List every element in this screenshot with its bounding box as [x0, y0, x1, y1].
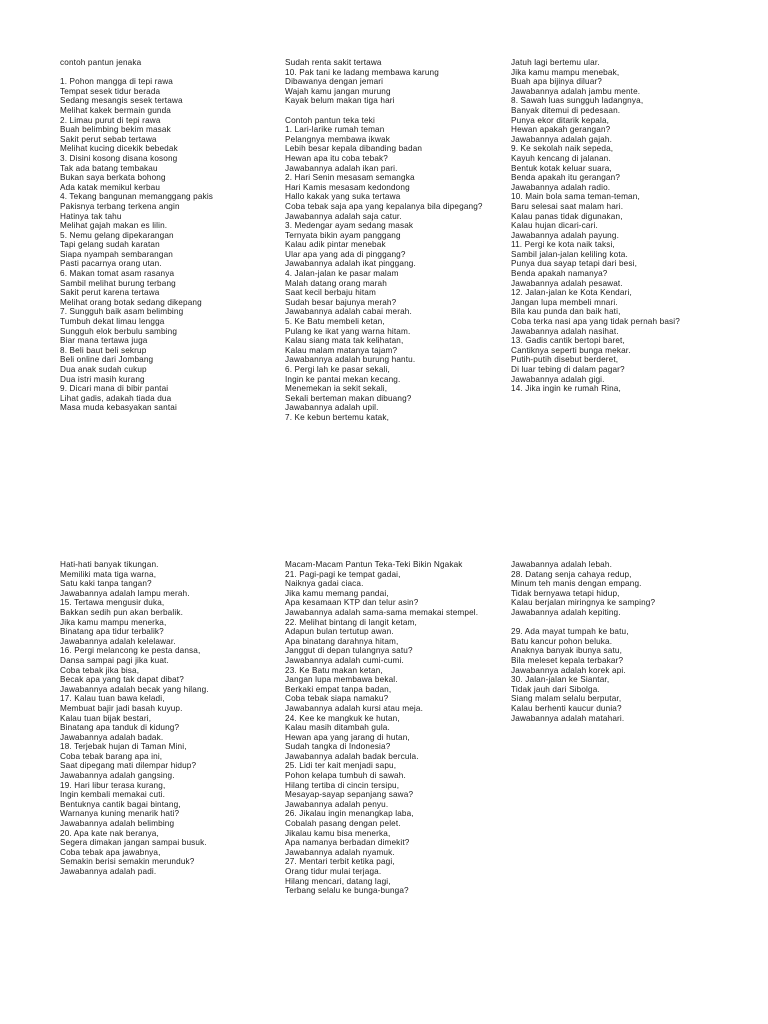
- text-line: Jawabannya adalah belimbing: [60, 819, 175, 829]
- text-line: Masa muda kebasyakan santai: [60, 403, 177, 413]
- text-line: Hatinya tak tahu: [60, 211, 122, 221]
- text-line: Jika kamu mampu menebak,: [511, 67, 620, 77]
- text-line: 12. Jalan-jalan ke Kota Kendari,: [511, 288, 632, 298]
- text-line: Sudah renta sakit tertawa: [285, 58, 382, 67]
- text-line: [285, 106, 483, 116]
- text-line: Buah apa bijinya diluar?: [511, 77, 602, 87]
- text-line: Lebih besar kepala dibanding badan: [285, 144, 423, 154]
- text-line: Jawabannya adalah pesawat.: [511, 278, 623, 288]
- text-line: Naiknya gadai ciaca.: [285, 579, 364, 589]
- text-line: 22. Melihat bintang di langit ketam,: [285, 617, 417, 627]
- text-line: Sambil jalan-jalan keliling kota.: [511, 249, 628, 259]
- text-column-4: [60, 560, 209, 877]
- text-line: Segera dimakan jangan sampai busuk.: [60, 838, 207, 848]
- text-line: Coba tebak apa jawabnya,: [60, 847, 161, 857]
- text-line: Pelangnya membawa ikwak: [285, 134, 390, 144]
- text-line: Bakkan sedih pun akan berbalik.: [60, 607, 183, 617]
- text-line: Becak apa yang tak dapat dibat?: [60, 675, 184, 685]
- text-line: Sudah besar bajunya merah?: [285, 297, 397, 307]
- text-line: Batu kancur pohon beluka.: [511, 636, 613, 646]
- text-line: Hilang mencari, datang lagi,: [285, 876, 391, 886]
- text-line: Berkaki empat tanpa badan,: [285, 684, 392, 694]
- text-column-5: [285, 560, 478, 896]
- text-line: Benda apakah namanya?: [511, 269, 608, 279]
- text-line: Jawabannya adalah kursi atau meja.: [285, 703, 424, 713]
- text-line: Anaknya banyak ibunya satu,: [511, 646, 623, 656]
- text-line: 8. Beli baut beli sekrup: [60, 345, 147, 355]
- text-line: Bentuk kotak keluar suara,: [511, 163, 612, 173]
- text-line: Melihat kakek bermain gunda: [60, 105, 172, 115]
- text-line: Jawabannya adalah badak bercula.: [285, 751, 419, 761]
- text-line: Jawabannya adalah nasihat.: [511, 326, 619, 336]
- text-line: Jawabannya adalah padi.: [60, 867, 157, 876]
- text-line: Jawabannya adalah payung.: [511, 230, 619, 240]
- text-line: 11. Pergi ke kota naik taksi,: [511, 240, 615, 250]
- text-line: Putih-putih disebut berderet,: [511, 355, 619, 365]
- text-line: Jawabannya adalah cumi-cumi.: [285, 655, 404, 665]
- text-line: Tumbuh dekat limau lengga: [60, 317, 165, 327]
- text-line: Dansa sampai pagi jika kuat.: [60, 655, 169, 665]
- text-line: 5. Ke Batu membeli ketan,: [285, 317, 385, 327]
- text-column-1: [60, 58, 213, 413]
- text-line: Contoh pantun teka teki: [285, 115, 375, 125]
- text-line: Coba tebak jika bisa,: [60, 665, 140, 675]
- text-line: Adapun bulan tertutup awan.: [285, 627, 394, 637]
- text-line: Bila meleset kepala terbakar?: [511, 655, 624, 665]
- text-line: Binatang apa tanduk di kidung?: [60, 723, 180, 733]
- text-line: Mesayap-sayap sepanjang sawa?: [285, 790, 414, 800]
- text-line: Pasti pacarnya orang utan.: [60, 259, 162, 269]
- text-line: Tidak bernyawa tetapi hidup,: [511, 588, 620, 598]
- text-line: Kalau berhenti kaucur dunia?: [511, 703, 622, 713]
- text-line: Sedang mesangis sesek tertawa: [60, 96, 183, 106]
- text-line: Coba tebak barang apa ini,: [60, 751, 163, 761]
- text-line: Saat dipegang mati dilempar hidup?: [60, 761, 197, 771]
- text-line: Jawabannya adalah saja catur.: [285, 211, 402, 221]
- text-line: Menemekan ia sekit sekali,: [285, 384, 388, 394]
- text-line: Hewan apakah gerangan?: [511, 125, 611, 135]
- text-line: Sakit perut karena tertawa: [60, 288, 160, 298]
- text-column-2: [285, 58, 483, 423]
- text-line: Di luar tebing di dalam pagar?: [511, 365, 625, 374]
- text-line: Cobalah pasang dengan pelet.: [285, 819, 401, 829]
- text-line: Jawabannya adalah badak.: [60, 732, 164, 742]
- text-line: Saat kecil berbaju hitam: [285, 288, 376, 298]
- text-line: 8. Sawah luas sungguh ladangnya,: [511, 96, 644, 106]
- text-column-3: [511, 58, 680, 394]
- text-line: Jawabannya adalah gigi.: [511, 374, 605, 384]
- text-line: 14. Jika ingin ke rumah Rina,: [511, 384, 621, 394]
- text-line: contoh pantun jenaka: [60, 58, 142, 67]
- text-line: Ada katak memikul kerbau: [60, 182, 161, 192]
- text-line: Kalau siang mata tak kelihatan,: [285, 336, 404, 346]
- text-line: Melihat gajah makan es lilin.: [60, 221, 168, 231]
- text-line: Buah belimbing bekim masak: [60, 125, 171, 135]
- text-line: Hilang tertiba di cincin tersipu,: [285, 780, 400, 790]
- text-line: Ingin ke pantai mekan kecang.: [285, 374, 401, 384]
- text-line: 10. Pak tani ke ladang membawa karung: [285, 67, 439, 77]
- text-line: Ular apa yang ada di pinggang?: [285, 249, 406, 259]
- text-line: Siang malam selalu berputar,: [511, 694, 622, 704]
- text-line: 9. Ke sekolah naik sepeda,: [511, 144, 614, 154]
- text-line: Lihat gadis, adakah tiada dua: [60, 393, 172, 403]
- text-line: Jawabannya adalah nyamuk.: [285, 847, 395, 857]
- text-line: [60, 68, 213, 78]
- text-line: Hati-hati banyak tikungan.: [60, 560, 159, 569]
- text-line: 2. Limau purut di tepi rawa: [60, 115, 161, 125]
- text-line: 6. Makan tomat asam rasanya: [60, 269, 175, 279]
- text-line: Pulang ke ikat yang warna hitam.: [285, 326, 411, 336]
- text-line: Melihat orang botak sedang dikepang: [60, 297, 202, 307]
- text-line: 30. Jalan-jalan ke Siantar,: [511, 675, 610, 685]
- text-line: 1. Pohon mangga di tepi rawa: [60, 77, 173, 87]
- text-line: 27. Mentari terbit ketika pagi,: [285, 857, 395, 867]
- text-line: Jikalau kamu bisa menerka,: [285, 828, 391, 838]
- text-line: Jawabannya adalah kepiting.: [511, 607, 621, 617]
- text-line: 10. Main bola sama teman-teman,: [511, 192, 640, 202]
- text-line: Jawabannya adalah upil.: [285, 403, 379, 413]
- text-line: Apa kesamaan KTP dan telur asin?: [285, 598, 419, 608]
- text-line: Punya dua sayap tetapi dari besi,: [511, 259, 638, 269]
- text-line: Janggut di depan tulangnya satu?: [285, 646, 413, 656]
- text-line: Tempat sesek tidur berada: [60, 86, 161, 96]
- text-line: 6. Pergi lah ke pasar sekali,: [285, 365, 390, 374]
- text-line: Hewan apa yang jarang di hutan,: [285, 732, 410, 742]
- text-line: Memiliki mata tiga warna,: [60, 569, 157, 579]
- text-line: Kalau masih ditambah gula.: [285, 723, 390, 733]
- text-line: Jawabannya adalah lampu merah.: [60, 588, 190, 598]
- text-line: Pohon kelapa tumbuh di sawah.: [285, 771, 406, 781]
- text-line: 18. Terjebak hujan di Taman Mini,: [60, 742, 187, 752]
- text-line: Sungguh elok berbulu sambing: [60, 326, 178, 336]
- text-line: Punya ekor ditarik kepala,: [511, 115, 610, 125]
- text-line: Hewan apa itu coba tebak?: [285, 153, 388, 163]
- text-line: Binatang apa tidur terbalik?: [60, 627, 164, 637]
- text-line: 3. Medengar ayam sedang masak: [285, 221, 414, 231]
- text-line: 29. Ada mayat tumpah ke batu,: [511, 627, 629, 637]
- text-line: Jangan lupa membawa bekal.: [285, 675, 398, 685]
- text-line: Tapi gelang sudah karatan: [60, 240, 160, 250]
- text-line: Coba terka nasi apa yang tidak pernah basi?: [511, 317, 680, 327]
- text-line: 16. Pergi melancong ke pesta dansa,: [60, 646, 201, 656]
- text-line: Jawabannya adalah ikat pinggang.: [285, 259, 416, 269]
- text-line: Pakisnya terbang terkena angin: [60, 201, 180, 211]
- text-line: Jawabannya adalah korek api.: [511, 665, 626, 675]
- text-line: 5. Nemu gelang dipekarangan: [60, 230, 174, 240]
- text-line: 26. Jikalau ingin menangkap laba,: [285, 809, 414, 819]
- text-line: Benda apakah itu gerangan?: [511, 173, 621, 183]
- text-line: Kayuh kencang di jalanan.: [511, 153, 611, 163]
- text-line: Jawabannya adalah lebah.: [511, 560, 613, 569]
- text-line: Jatuh lagi bertemu ular.: [511, 58, 600, 67]
- text-line: Siapa nyampah sembarangan: [60, 249, 173, 259]
- text-line: Ingin kembali memakai cuti.: [60, 790, 166, 800]
- text-line: Cantiknya seperti bunga mekar.: [511, 345, 631, 355]
- text-line: Hallo kakak yang suka tertawa: [285, 192, 401, 202]
- text-column-6: [511, 560, 655, 723]
- text-line: Wajah kamu jangan murung: [285, 86, 391, 96]
- text-line: Sakit perut sebab tertawa: [60, 134, 157, 144]
- text-line: 20. Apa kate nak beranya,: [60, 828, 159, 838]
- text-line: [511, 618, 655, 628]
- text-line: Terbang selalu ke bunga-bunga?: [285, 886, 409, 896]
- text-line: 24. Kee ke mangkuk ke hutan,: [285, 713, 400, 723]
- text-line: Jawabannya adalah sama-sama memakai stempel.: [285, 607, 479, 617]
- text-line: 4. Tekang bangunan memanggang pakis: [60, 192, 214, 202]
- text-line: Warnanya kuning menarik hati?: [60, 809, 180, 819]
- text-line: Kalau adik pintar menebak: [285, 240, 386, 250]
- text-line: 3. Disini kosong disana kosong: [60, 153, 178, 163]
- text-line: 19. Hari libur terasa kurang,: [60, 780, 166, 790]
- text-line: Hari Kamis mesasam kedondong: [285, 182, 410, 192]
- text-line: Jawabannya adalah becak yang hilang.: [60, 684, 209, 694]
- text-line: Minum teh manis dengan empang.: [511, 579, 642, 589]
- text-line: Tak ada batang tembakau: [60, 163, 158, 173]
- text-line: Kalau malam matanya tajam?: [285, 345, 398, 355]
- text-line: Biar mana tertawa juga: [60, 336, 148, 346]
- text-line: Semakin berisi semakin merunduk?: [60, 857, 195, 867]
- text-line: Jawabannya adalah ikan pari.: [285, 163, 398, 173]
- text-line: 2. Hari Senin mesasam semangka: [285, 173, 415, 183]
- text-line: Sekali berteman makan dibuang?: [285, 393, 412, 403]
- text-line: Apa binatang darahnya hitam,: [285, 636, 399, 646]
- text-line: Kalau berjalan miringnya ke samping?: [511, 598, 656, 608]
- text-line: Dibawanya dengan jemari: [285, 77, 384, 87]
- text-line: Bukan saya berkata bohong: [60, 173, 166, 183]
- text-line: Jawabannya adalah matahari.: [511, 713, 625, 723]
- text-line: Kalau panas tidak digunakan,: [511, 211, 623, 221]
- text-line: Dua istri masih kurang: [60, 374, 145, 384]
- text-line: Baru selesai saat malam hari.: [511, 201, 624, 211]
- text-line: 17. Kalau tuan bawa keladi,: [60, 694, 165, 704]
- text-line: Tidak jauh dari Sibolga.: [511, 684, 600, 694]
- text-line: Apa namanya berbadan dimekit?: [285, 838, 410, 848]
- text-line: 15. Tertawa mengusir duka,: [60, 598, 165, 608]
- text-line: 13. Gadis cantik bertopi baret,: [511, 336, 625, 346]
- text-line: 28. Datang senja cahaya redup,: [511, 569, 632, 579]
- text-line: Melihat kucing dicekik bebedak: [60, 144, 178, 154]
- text-line: Jangan lupa membeli mnari.: [511, 297, 618, 307]
- text-line: Jawabannya adalah gajah.: [511, 134, 613, 144]
- text-line: Jika kamu memang pandai,: [285, 588, 389, 598]
- text-line: Kalau tuan bijak bestari,: [60, 713, 152, 723]
- text-line: Macam-Macam Pantun Teka-Teki Bikin Ngakak: [285, 560, 463, 569]
- text-line: 21. Pagi-pagi ke tempat gadai,: [285, 569, 401, 579]
- text-line: Dua anak sudah cukup: [60, 365, 147, 374]
- text-line: Jawabannya adalah radio.: [511, 182, 611, 192]
- text-line: Jawabannya adalah kelelawar.: [60, 636, 176, 646]
- text-line: 4. Jalan-jalan ke pasar malam: [285, 269, 399, 279]
- text-line: 25. Lidi ter kait menjadi sapu,: [285, 761, 397, 771]
- text-line: Malah datang orang marah: [285, 278, 387, 288]
- text-line: Beli online dari Jombang: [60, 355, 154, 365]
- text-line: Ternyata bikin ayam panggang: [285, 230, 401, 240]
- text-line: Bentuknya cantik bagai bintang,: [60, 799, 181, 809]
- text-line: Satu kaki tanpa tangan?: [60, 579, 152, 589]
- text-line: Coba tebak siapa namaku?: [285, 694, 389, 704]
- text-line: Kalau hujan dicari-cari.: [511, 221, 598, 231]
- text-line: Sudah tangka di Indonesia?: [285, 742, 391, 752]
- text-line: Jawabannya adalah jambu mente.: [511, 86, 641, 96]
- text-line: 23. Ke Batu makan ketan,: [285, 665, 383, 675]
- text-line: Membuat bajir jadi basah kuyup.: [60, 703, 183, 713]
- text-line: Jawabannya adalah gangsing.: [60, 771, 175, 781]
- text-line: 7. Ke kebun bertemu katak,: [285, 412, 390, 422]
- text-line: Orang tidur mulai terjaga.: [285, 867, 382, 876]
- text-line: Kayak belum makan tiga hari: [285, 96, 395, 106]
- text-line: Jawabannya adalah cabai merah.: [285, 307, 412, 317]
- text-line: Coba tebak saja apa yang kepalanya bila dipegang?: [285, 201, 483, 211]
- text-line: 7. Sungguh baik asam belimbing: [60, 307, 184, 317]
- text-line: 1. Lari-larike rumah teman: [285, 125, 385, 135]
- text-line: Jawabannya adalah penyu.: [285, 799, 389, 809]
- text-line: Banyak ditemui di pedesaan.: [511, 105, 621, 115]
- text-line: 9. Dicari mana di bibir pantai: [60, 384, 169, 394]
- text-line: Bila kau punda dan baik hati,: [511, 307, 621, 317]
- text-line: Jawabannya adalah burung hantu.: [285, 355, 416, 365]
- text-line: Jika kamu mampu menerka,: [60, 617, 167, 627]
- text-line: Sambil melihat burung terbang: [60, 278, 176, 288]
